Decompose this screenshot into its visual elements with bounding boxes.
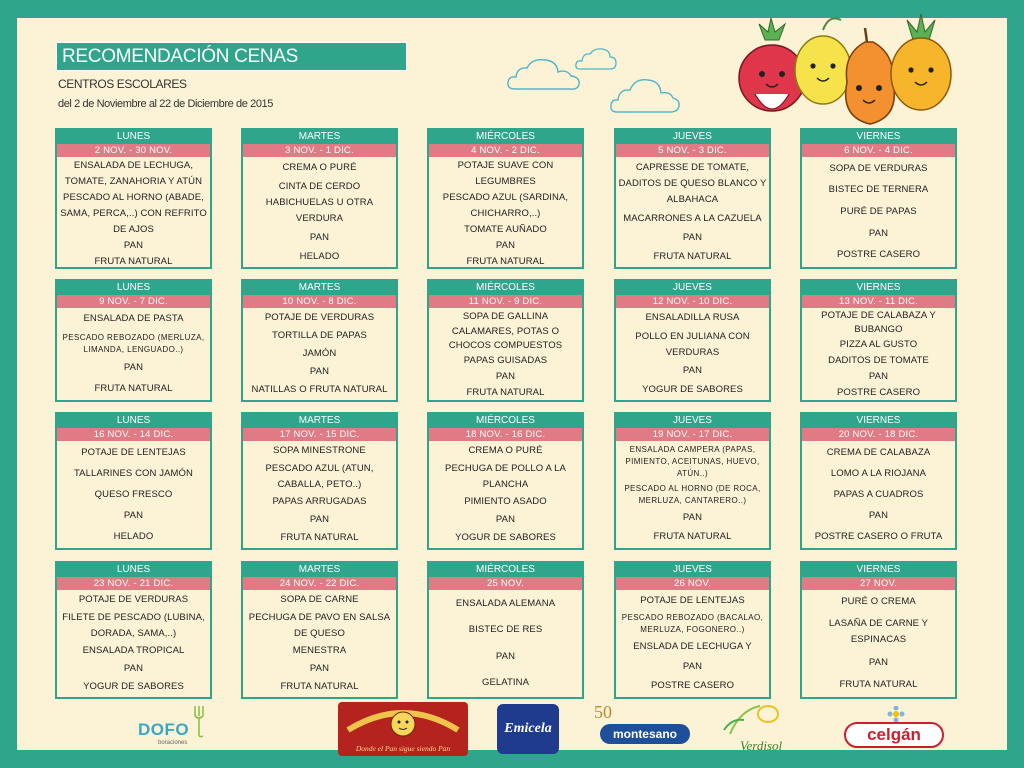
day-name: VIERNES [802, 563, 955, 577]
dish: FRUTA NATURAL [653, 250, 732, 262]
dish: FRUTA NATURAL [94, 382, 173, 394]
day-name: JUEVES [616, 130, 769, 144]
dish: CAPRESSE DE TOMATE, DADITOS DE QUESO BLANCO Y ALBAHACA [618, 161, 767, 205]
dish: BISTEC DE RES [468, 624, 543, 636]
dish: YOGUR DE SABORES [455, 532, 556, 544]
dish: POTAJE DE VERDURAS [264, 312, 375, 323]
dish: POTAJE DE CALABAZA Y BUBANGO [821, 310, 936, 335]
montesano-logo [594, 702, 692, 752]
dish: PAN [682, 512, 703, 524]
anniversary-50-icon: 50 [594, 702, 612, 722]
dish: PAN [495, 240, 516, 251]
dish: PAPAS A CUADROS [833, 488, 924, 500]
verdisol-logo-text: Verdisol [740, 738, 783, 753]
dish: PAN [682, 660, 703, 672]
dish: PAN [495, 371, 516, 382]
dish: PAN [868, 371, 889, 382]
dish: PAPAS GUISADAS [463, 355, 548, 366]
dish: ENSALADA ALEMANA [455, 598, 556, 610]
day-card [614, 279, 771, 402]
dish: MACARRONES A LA CAZUELA [623, 212, 762, 224]
dish: PAN [123, 663, 144, 675]
dish: CINTA DE CERDO HABICHUELAS U OTRA VERDURA [265, 180, 374, 224]
dish: ENSLADA DE LECHUGA Y [633, 641, 752, 653]
day-name: LUNES [57, 130, 210, 144]
day-name: MARTES [243, 563, 396, 577]
dish: HELADO [113, 530, 154, 542]
dish: FRUTA NATURAL [466, 256, 545, 267]
day-name: MIÉRCOLES [429, 414, 582, 428]
dish: PIMIENTO ASADO [464, 496, 547, 508]
dish: CALAMARES, POTAS O CHOCOS COMPUESTOS [448, 326, 563, 351]
day-name: JUEVES [616, 281, 769, 295]
day-date: 11 NOV. - 9 DIC. [429, 295, 582, 308]
day-name: LUNES [57, 281, 210, 295]
montesano-logo-text: montesano [612, 727, 677, 741]
dish: FRUTA NATURAL [653, 531, 732, 543]
dish: PAN [682, 231, 703, 243]
dish: PESCADO REBOZADO (BACALAO, MERLUZA, FOGONERO..) [621, 613, 764, 635]
dish: PAN [309, 231, 330, 243]
dish: TOMATE AUÑADO [464, 224, 547, 235]
day-card [427, 128, 584, 269]
dish: LASAÑA DE CARNE Y ESPINACAS [828, 618, 929, 646]
dish: ENSALADA CAMPERA (PAPAS, PIMIENTO, ACEITUNAS, HUEVO, ATÚN..) [625, 444, 760, 478]
fruit-characters-icon [735, 12, 960, 132]
day-name: MARTES [243, 281, 396, 295]
day-date: 16 NOV. - 14 DIC. [57, 428, 210, 441]
day-card [614, 561, 771, 699]
dish: ENSALADILLA RUSA [645, 312, 740, 324]
dish: FRUTA NATURAL [94, 256, 173, 267]
dish: PURÉ DE PAPAS [840, 205, 917, 217]
dish: LOMO A LA RIOJANA [830, 467, 927, 479]
day-name: MARTES [243, 130, 396, 144]
dofo-logo-text: DOFO [138, 720, 190, 739]
dish: SOPA DE VERDURAS [829, 162, 928, 174]
day-date: 25 NOV. [429, 577, 582, 590]
dish: PECHUGA DE PAVO EN SALSA DE QUESO [248, 611, 391, 639]
day-card [241, 279, 398, 402]
day-name: LUNES [57, 414, 210, 428]
day-date: 12 NOV. - 10 DIC. [616, 295, 769, 308]
dish: SOPA DE GALLINA [462, 311, 549, 322]
dish: YOGUR DE SABORES [83, 681, 184, 693]
dish: SOPA DE CARNE [280, 593, 359, 605]
day-date: 5 NOV. - 3 DIC. [616, 144, 769, 157]
sprout-icon [710, 700, 800, 736]
dish: POTAJE DE LENTEJAS [81, 446, 186, 458]
day-name: MIÉRCOLES [429, 281, 582, 295]
dish: PURÉ O CREMA [841, 596, 916, 608]
emicela-logo [497, 704, 559, 754]
dish: PAN [868, 656, 889, 668]
dish: HELADO [299, 250, 340, 262]
day-name: MIÉRCOLES [429, 563, 582, 577]
page-title: RECOMENDACIÓN CENAS [56, 42, 407, 71]
dish: PAN [495, 650, 516, 662]
day-card [427, 279, 584, 402]
day-date: 18 NOV. - 16 DIC. [429, 428, 582, 441]
day-name: LUNES [57, 563, 210, 577]
dish: FRUTA NATURAL [280, 681, 359, 693]
baker-seal-icon [338, 702, 468, 742]
dish: CREMA DE CALABAZA [826, 446, 931, 458]
dish: PAN [868, 227, 889, 239]
cloud-icon [608, 72, 682, 118]
dish: CREMA O PURÉ [282, 161, 357, 173]
dish: MENESTRA [292, 645, 347, 657]
day-card [241, 561, 398, 699]
dish: TALLARINES CON JAMÓN [73, 467, 193, 479]
page-subtitle: CENTROS ESCOLARES [58, 77, 187, 91]
dish: PAN [123, 362, 144, 374]
day-name: VIERNES [802, 414, 955, 428]
day-date: 24 NOV. - 22 DIC. [243, 577, 396, 590]
day-card [241, 128, 398, 269]
dish: DADITOS DE TOMATE [828, 355, 929, 366]
dish: YOGUR DE SABORES [642, 383, 743, 395]
dish: FRUTA NATURAL [839, 678, 918, 690]
flower-icon [886, 706, 906, 722]
day-name: MIÉRCOLES [429, 130, 582, 144]
cloud-icon [574, 45, 618, 73]
day-date: 3 NOV. - 1 DIC. [243, 144, 396, 157]
emicela-logo-text: Emicela [504, 721, 552, 736]
day-card [614, 128, 771, 269]
dish: PAN [868, 509, 889, 521]
cloud-icon [505, 55, 583, 95]
dish: POSTRE CASERO [836, 387, 921, 398]
dish: POSTRE CASERO O FRUTA [814, 530, 943, 542]
dish: POTAJE SUAVE CON LEGUMBRES [457, 160, 554, 187]
date-range: del 2 de Noviembre al 22 de Diciembre de 2015 [58, 98, 273, 110]
dish: PESCADO AZUL (SARDINA, CHICHARRO,..) [442, 192, 569, 219]
dish: GELATINA [481, 676, 530, 688]
dish: BISTEC DE TERNERA [828, 184, 929, 196]
dofo-logo [138, 720, 218, 756]
day-card [427, 412, 584, 550]
dish: PAN [123, 509, 144, 521]
day-card [55, 128, 212, 269]
dish: POSTRE CASERO [650, 680, 735, 692]
day-date: 27 NOV. [802, 577, 955, 590]
day-date: 4 NOV. - 2 DIC. [429, 144, 582, 157]
dish: PAN [309, 663, 330, 675]
panaderia-logo [338, 702, 468, 756]
dofo-logo-sub: boraciones [158, 740, 188, 746]
dish: FRUTA NATURAL [466, 387, 545, 398]
day-card [427, 561, 584, 699]
celgan-logo [840, 706, 948, 752]
day-card [800, 279, 957, 402]
dish: SOPA MINESTRONE [273, 444, 366, 456]
dish: POSTRE CASERO [836, 249, 921, 261]
day-date: 2 NOV. - 30 NOV. [57, 144, 210, 157]
dish: PESCADO AZUL (ATUN, CABALLA, PETO..) [265, 462, 374, 490]
day-date: 10 NOV. - 8 DIC. [243, 295, 396, 308]
day-date: 19 NOV. - 17 DIC. [616, 428, 769, 441]
sponsor-logos [0, 698, 1024, 760]
dish: FILETE DE PESCADO (LUBINA, DORADA, SAMA,..) [62, 611, 205, 639]
day-date: 23 NOV. - 21 DIC. [57, 577, 210, 590]
dish: ENSALADA DE LECHUGA, TOMATE, ZANAHORIA Y ATÚN [64, 160, 203, 187]
dish: PESCADO AL HORNO (ABADE, SAMA, PERCA,..) CON REFRITO DE AJOS [60, 192, 207, 235]
day-name: JUEVES [616, 563, 769, 577]
dish: NATILLAS O FRUTA NATURAL [251, 384, 388, 395]
dish: PAN [123, 240, 144, 251]
dish: PESCADO REBOZADO (MERLUZA, LIMANDA, LENGUADO..) [62, 332, 205, 354]
day-card [614, 412, 771, 550]
day-date: 17 NOV. - 15 DIC. [243, 428, 396, 441]
celgan-logo-text: celgán [867, 725, 921, 744]
dish: PAN [309, 366, 330, 377]
day-card [800, 128, 957, 269]
dish: CREMA O PURÉ [468, 444, 543, 456]
dish: ENSALADA TROPICAL [82, 645, 185, 657]
dish: QUESO FRESCO [94, 488, 173, 500]
day-name: VIERNES [802, 130, 955, 144]
day-date: 9 NOV. - 7 DIC. [57, 295, 210, 308]
day-card [55, 279, 212, 402]
dish: PAPAS ARRUGADAS [272, 496, 367, 508]
day-name: MARTES [243, 414, 396, 428]
dish: PAN [495, 514, 516, 526]
dish: ENSALADA DE PASTA [83, 313, 184, 325]
dish: PIZZA AL GUSTO [839, 339, 918, 350]
dish: JAMÓN [302, 348, 337, 359]
day-card [55, 561, 212, 699]
day-date: 13 NOV. - 11 DIC. [802, 295, 955, 308]
day-card [800, 561, 957, 699]
panaderia-tagline: Donde el Pan sigue siendo Pan [355, 744, 451, 753]
dish: FRUTA NATURAL [280, 532, 359, 544]
day-name: JUEVES [616, 414, 769, 428]
day-card [55, 412, 212, 550]
fork-icon [190, 704, 210, 738]
day-card [800, 412, 957, 550]
day-card [241, 412, 398, 550]
day-name: VIERNES [802, 281, 955, 295]
day-date: 26 NOV. [616, 577, 769, 590]
dish: POTAJE DE VERDURAS [78, 593, 189, 605]
dish: PAN [309, 514, 330, 526]
day-date: 20 NOV. - 18 DIC. [802, 428, 955, 441]
dish: POLLO EN JULIANA CON VERDURAS [635, 330, 750, 358]
dish: TORTILLA DE PAPAS [272, 330, 367, 341]
verdisol-logo [710, 700, 800, 756]
dish: PESCADO AL HORNO (DE ROCA, MERLUZA, CANTARERO..) [624, 483, 761, 505]
dish: POTAJE DE LENTEJAS [640, 594, 745, 606]
day-date: 6 NOV. - 4 DIC. [802, 144, 955, 157]
dish: PAN [682, 365, 703, 377]
dish: PECHUGA DE POLLO A LA PLANCHA [445, 462, 566, 490]
